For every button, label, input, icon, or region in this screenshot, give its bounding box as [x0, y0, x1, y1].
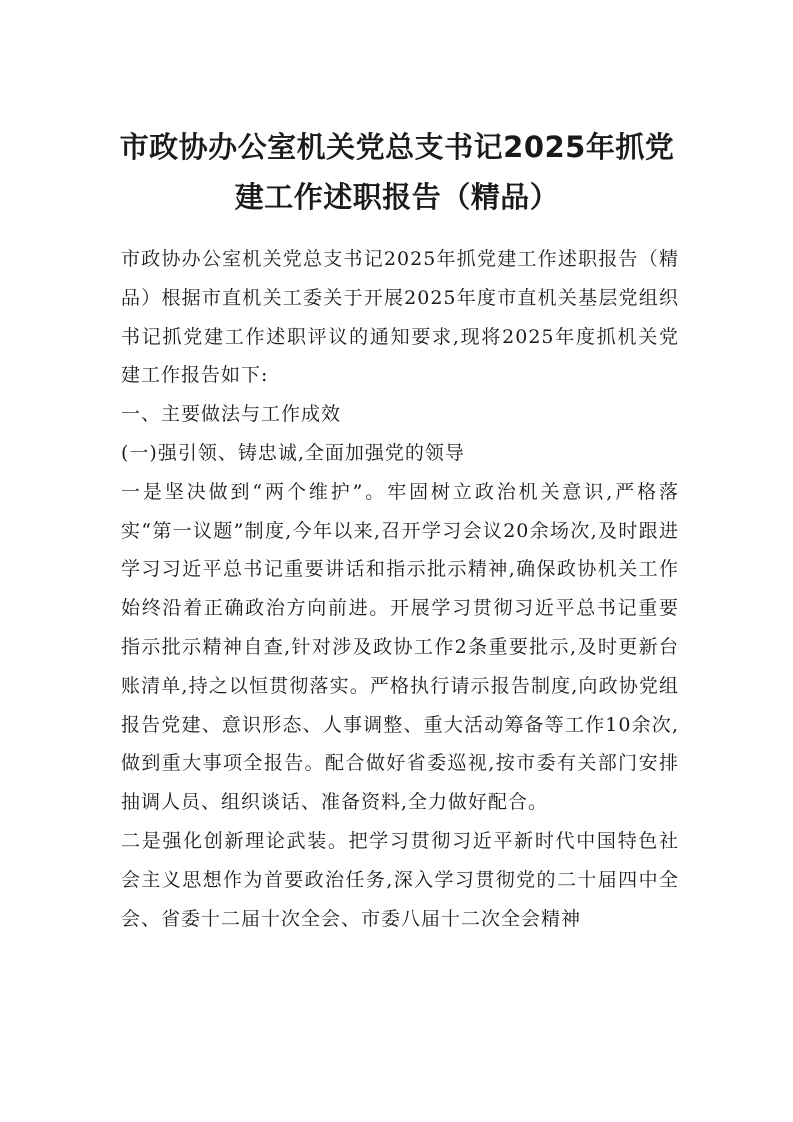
section-heading: 一、主要做法与工作成效 [121, 403, 342, 426]
document-body [121, 240, 679, 938]
intro-paragraph: 市政协办公室机关党总支书记2025年抓党建工作述职报告（精品）根据市直机关工委关于开展2025年度市直机关基层党组织书记抓党建工作述职评议的通知要求,现将2025年度抓机关党建工作报告如下: [121, 248, 679, 387]
body-paragraph: 一是坚决做到“两个维护”。牢固树立政治机关意识,严格落实“第一议题”制度,今年以来,召开学习会议20余场次,及时跟进学习习近平总书记重要讲话和指示批示精神,确保政协机关工作始终沿着正确政治方向前进。开展学习贯彻习近平总书记重要指示批示精神自查,针对涉及政协工作2条重要批示,及时更新台账清单,持之以恒贯彻落实。严格执行请示报告制度,向政协党组报告党建、意识形态、人事调整、重大活动筹备等工作10余次,做到重大事项全报告。配合做好省委巡视,按市委有关部门安排抽调人员、组织谈话、准备资料,全力做好配合。 [121, 480, 679, 814]
body-paragraph: 二是强化创新理论武装。把学习贯彻习近平新时代中国特色社会主义思想作为首要政治任务,深入学习贯彻党的二十届四中全会、省委十二届十次全会、市委八届十二次全会精神 [121, 829, 679, 930]
document-title: 市政协办公室机关党总支书记2025年抓党建工作述职报告（精品） [119, 130, 675, 214]
subsection-heading: (一)强引领、铸忠诚,全面加强党的领导 [121, 441, 465, 464]
